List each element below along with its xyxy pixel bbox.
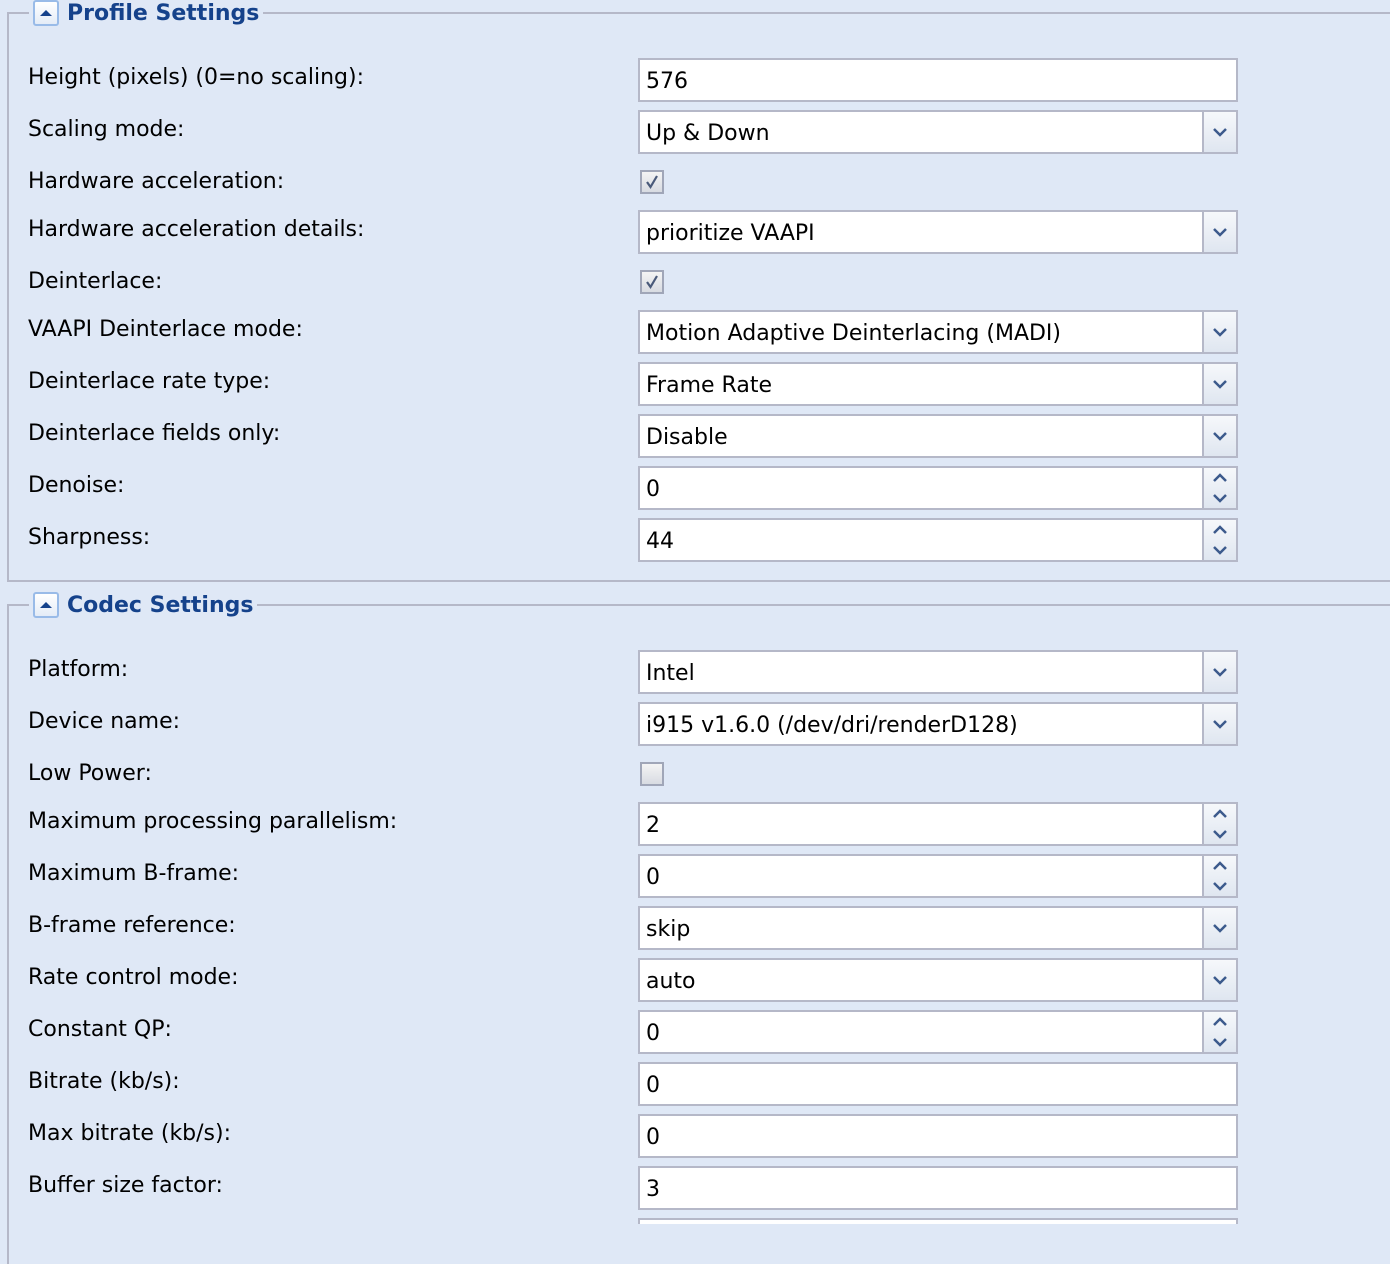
deinterlace-rate-type-dropdown-button[interactable] bbox=[1202, 364, 1236, 404]
bframe-reference-label: B-frame reference: bbox=[28, 913, 236, 938]
rate-control-mode-select[interactable] bbox=[638, 958, 1238, 1002]
hw-accel-details-label: Hardware acceleration details: bbox=[28, 217, 365, 242]
bitrate-row bbox=[0, 1062, 1390, 1106]
platform-value: Intel bbox=[646, 661, 695, 686]
rate-control-mode-label: Rate control mode: bbox=[28, 965, 239, 990]
sharpness-label: Sharpness: bbox=[28, 525, 151, 550]
scaling-mode-row bbox=[0, 110, 1390, 154]
bitrate-input[interactable] bbox=[638, 1062, 1238, 1106]
platform-select[interactable] bbox=[638, 650, 1238, 694]
device-name-select[interactable] bbox=[638, 702, 1238, 746]
denoise-spin-up-button[interactable] bbox=[1204, 468, 1236, 488]
platform-dropdown-button[interactable] bbox=[1202, 652, 1236, 692]
deinterlace-rate-type-value: Frame Rate bbox=[646, 373, 772, 398]
max-bframe-spin-up-button[interactable] bbox=[1204, 856, 1236, 876]
checkmark-icon bbox=[644, 174, 660, 190]
spin-down-icon bbox=[1212, 881, 1228, 891]
chevron-down-icon bbox=[1212, 975, 1228, 985]
deinterlace-rate-type-label: Deinterlace rate type: bbox=[28, 369, 271, 394]
hw-accel-details-select[interactable] bbox=[638, 210, 1238, 254]
max-bframe-row bbox=[0, 854, 1390, 898]
sharpness-spin-up-button[interactable] bbox=[1204, 520, 1236, 540]
bframe-reference-select[interactable] bbox=[638, 906, 1238, 950]
chevron-up-icon bbox=[39, 601, 53, 609]
scaling-mode-select[interactable] bbox=[638, 110, 1238, 154]
chevron-down-icon bbox=[1212, 667, 1228, 677]
denoise-spinner bbox=[1202, 468, 1236, 508]
vaapi-deinterlace-mode-dropdown-button[interactable] bbox=[1202, 312, 1236, 352]
height-row bbox=[0, 58, 1390, 102]
max-bframe-spinner bbox=[1202, 856, 1236, 896]
platform-label: Platform: bbox=[28, 657, 129, 682]
max-parallelism-spinner bbox=[1202, 804, 1236, 844]
rate-control-mode-value: auto bbox=[646, 969, 696, 994]
spin-down-icon bbox=[1212, 493, 1228, 503]
hw-accel-checkbox[interactable] bbox=[640, 170, 664, 194]
hw-accel-details-dropdown-button[interactable] bbox=[1202, 212, 1236, 252]
scaling-mode-label: Scaling mode: bbox=[28, 117, 185, 142]
device-name-dropdown-button[interactable] bbox=[1202, 704, 1236, 744]
deinterlace-row bbox=[0, 262, 1390, 306]
sharpness-spin-down-button[interactable] bbox=[1204, 540, 1236, 560]
next-field-input[interactable] bbox=[638, 1218, 1238, 1224]
chevron-down-icon bbox=[1212, 327, 1228, 337]
spin-up-icon bbox=[1212, 1017, 1228, 1027]
spin-down-icon bbox=[1212, 545, 1228, 555]
max-bitrate-label: Max bitrate (kb/s): bbox=[28, 1121, 232, 1146]
chevron-up-icon bbox=[39, 9, 53, 17]
constant-qp-spin-up-button[interactable] bbox=[1204, 1012, 1236, 1032]
device-name-value: i915 v1.6.0 (/dev/dri/renderD128) bbox=[646, 713, 1018, 738]
denoise-input[interactable] bbox=[638, 466, 1238, 510]
deinterlace-rate-type-row bbox=[0, 362, 1390, 406]
chevron-down-icon bbox=[1212, 719, 1228, 729]
constant-qp-label: Constant QP: bbox=[28, 1017, 172, 1042]
bframe-reference-dropdown-button[interactable] bbox=[1202, 908, 1236, 948]
max-bframe-input[interactable] bbox=[638, 854, 1238, 898]
constant-qp-spinner bbox=[1202, 1012, 1236, 1052]
spin-up-icon bbox=[1212, 525, 1228, 535]
hw-accel-row bbox=[0, 162, 1390, 206]
device-name-row bbox=[0, 702, 1390, 746]
profile-settings-legend bbox=[29, 0, 263, 28]
spin-down-icon bbox=[1212, 829, 1228, 839]
denoise-label: Denoise: bbox=[28, 473, 125, 498]
deinterlace-fields-only-select[interactable] bbox=[638, 414, 1238, 458]
bitrate-value: 0 bbox=[646, 1073, 660, 1098]
vaapi-deinterlace-mode-label: VAAPI Deinterlace mode: bbox=[28, 317, 303, 342]
constant-qp-value: 0 bbox=[646, 1021, 660, 1046]
buffer-size-factor-label: Buffer size factor: bbox=[28, 1173, 223, 1198]
platform-row bbox=[0, 650, 1390, 694]
checkmark-icon bbox=[644, 274, 660, 290]
constant-qp-row bbox=[0, 1010, 1390, 1054]
max-parallelism-row bbox=[0, 802, 1390, 846]
max-parallelism-spin-up-button[interactable] bbox=[1204, 804, 1236, 824]
deinterlace-fields-only-dropdown-button[interactable] bbox=[1202, 416, 1236, 456]
rate-control-mode-row bbox=[0, 958, 1390, 1002]
low-power-row bbox=[0, 754, 1390, 798]
low-power-checkbox[interactable] bbox=[640, 762, 664, 786]
max-bframe-value: 0 bbox=[646, 865, 660, 890]
max-parallelism-spin-down-button[interactable] bbox=[1204, 824, 1236, 844]
max-bitrate-row bbox=[0, 1114, 1390, 1158]
buffer-size-factor-row bbox=[0, 1166, 1390, 1210]
vaapi-deinterlace-mode-row bbox=[0, 310, 1390, 354]
spin-up-icon bbox=[1212, 809, 1228, 819]
deinterlace-fields-only-label: Deinterlace fields only: bbox=[28, 421, 281, 446]
spin-down-icon bbox=[1212, 1037, 1228, 1047]
hw-accel-details-value: prioritize VAAPI bbox=[646, 221, 815, 246]
profile-settings-collapse-button[interactable] bbox=[33, 0, 59, 26]
sharpness-value: 44 bbox=[646, 529, 674, 554]
bframe-reference-row bbox=[0, 906, 1390, 950]
codec-settings-collapse-button[interactable] bbox=[33, 592, 59, 618]
chevron-down-icon bbox=[1212, 227, 1228, 237]
denoise-row bbox=[0, 466, 1390, 510]
height-label: Height (pixels) (0=no scaling): bbox=[28, 65, 364, 90]
deinterlace-checkbox[interactable] bbox=[640, 270, 664, 294]
rate-control-mode-dropdown-button[interactable] bbox=[1202, 960, 1236, 1000]
denoise-value: 0 bbox=[646, 477, 660, 502]
max-bitrate-input[interactable] bbox=[638, 1114, 1238, 1158]
constant-qp-spin-down-button[interactable] bbox=[1204, 1032, 1236, 1052]
deinterlace-label: Deinterlace: bbox=[28, 269, 163, 294]
chevron-down-icon bbox=[1212, 431, 1228, 441]
bitrate-label: Bitrate (kb/s): bbox=[28, 1069, 180, 1094]
sharpness-input[interactable] bbox=[638, 518, 1238, 562]
constant-qp-input[interactable] bbox=[638, 1010, 1238, 1054]
spin-up-icon bbox=[1212, 473, 1228, 483]
sharpness-spinner bbox=[1202, 520, 1236, 560]
max-bframe-label: Maximum B-frame: bbox=[28, 861, 240, 886]
low-power-label: Low Power: bbox=[28, 761, 152, 786]
max-parallelism-label: Maximum processing parallelism: bbox=[28, 809, 398, 834]
height-value: 576 bbox=[646, 69, 688, 94]
codec-settings-legend bbox=[29, 590, 257, 620]
deinterlace-fields-only-value: Disable bbox=[646, 425, 728, 450]
max-parallelism-input[interactable] bbox=[638, 802, 1238, 846]
buffer-size-factor-input[interactable] bbox=[638, 1166, 1238, 1210]
codec-settings-title: Codec Settings bbox=[67, 592, 254, 618]
spin-up-icon bbox=[1212, 861, 1228, 871]
max-parallelism-value: 2 bbox=[646, 813, 660, 838]
vaapi-deinterlace-mode-select[interactable] bbox=[638, 310, 1238, 354]
buffer-size-factor-value: 3 bbox=[646, 1177, 660, 1202]
height-input[interactable] bbox=[638, 58, 1238, 102]
hw-accel-details-row bbox=[0, 210, 1390, 254]
max-bframe-spin-down-button[interactable] bbox=[1204, 876, 1236, 896]
deinterlace-fields-only-row bbox=[0, 414, 1390, 458]
deinterlace-rate-type-select[interactable] bbox=[638, 362, 1238, 406]
scaling-mode-dropdown-button[interactable] bbox=[1202, 112, 1236, 152]
vaapi-deinterlace-mode-value: Motion Adaptive Deinterlacing (MADI) bbox=[646, 321, 1062, 346]
scaling-mode-value: Up & Down bbox=[646, 121, 770, 146]
chevron-down-icon bbox=[1212, 923, 1228, 933]
next-field-row bbox=[0, 1218, 1390, 1224]
max-bitrate-value: 0 bbox=[646, 1125, 660, 1150]
profile-settings-title: Profile Settings bbox=[67, 0, 260, 26]
sharpness-row bbox=[0, 518, 1390, 562]
device-name-label: Device name: bbox=[28, 709, 181, 734]
chevron-down-icon bbox=[1212, 379, 1228, 389]
chevron-down-icon bbox=[1212, 127, 1228, 137]
denoise-spin-down-button[interactable] bbox=[1204, 488, 1236, 508]
bframe-reference-value: skip bbox=[646, 917, 691, 942]
hw-accel-label: Hardware acceleration: bbox=[28, 169, 285, 194]
